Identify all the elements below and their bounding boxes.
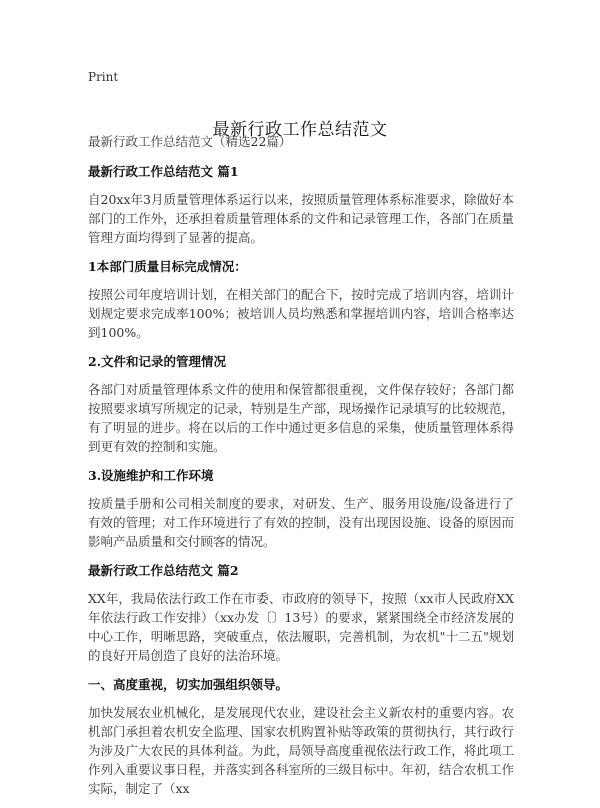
section-heading: 最新行政工作总结范文 篇2	[88, 563, 239, 578]
section-paragraph: 加快发展农业机械化，是发展现代农业，建设社会主义新农村的重要内容。农机部门承担着农机安全监理、国家农机购置补贴等政策的贯彻执行，其行政行为涉及广大农民的具体利益。为此，局领导高度重视依法行政工作，将此项工作列入重要议事日程，并落实到各科室所的三级目标中。年初，结合农机工作实际，制定了（xx	[88, 705, 514, 796]
section-heading: 一、高度重视，切实加强组织领导。	[88, 677, 289, 692]
document-subtitle: 最新行政工作总结范文（精选22篇）	[88, 134, 292, 149]
document-title: 最新行政工作总结范文	[212, 120, 388, 141]
section-paragraph: XX年，我局依法行政工作在市委、市政府的领导下，按照（xx市人民政府XX年依法行政工作安排）（xx办发〔〕13号）的要求，紧紧围绕全市经济发展的中心工作，明晰思路，突破重点，依法履职，完善机制，为农机"十二五"规划的良好开局创造了良好的法治环境。	[88, 591, 514, 663]
section-heading: 最新行政工作总结范文 篇1	[88, 164, 239, 179]
section-heading: 3.设施维护和工作环境	[88, 468, 214, 483]
section-paragraph: 各部门对质量管理体系文件的使用和保管都很重视，文件保存较好；各部门都按照要求填写所规定的记录，特别是生产部，现场操作记录填写的比较规范，有了明显的进步。将在以后的工作中通过更多信息的采集，使质量管理体系得到更有效的控制和实施。	[88, 382, 514, 454]
print-label: Print	[88, 70, 119, 84]
document-body	[88, 132, 514, 808]
section-paragraph: 按照公司年度培训计划，在相关部门的配合下，按时完成了培训内容，培训计划规定要求完成率100%；被培训人员均熟悉和掌握培训内容，培训合格率达到100%。	[88, 287, 514, 340]
section-paragraph: 自20xx年3月质量管理体系运行以来，按照质量管理体系标准要求，除做好本部门的工作外，还承担着质量管理体系的文件和记录管理工作，各部门在质量管理方面均得到了显著的提高。	[88, 192, 514, 245]
section-heading: 1本部门质量目标完成情况：	[88, 259, 247, 274]
section-paragraph: 按质量手册和公司相关制度的要求，对研发、生产、服务用设施/设备进行了有效的管理；对工作环境进行了有效的控制，没有出现因设施、设备的原因而影响产品质量和交付顾客的情况。	[88, 496, 514, 549]
section-heading: 2.文件和记录的管理情况	[88, 354, 227, 369]
